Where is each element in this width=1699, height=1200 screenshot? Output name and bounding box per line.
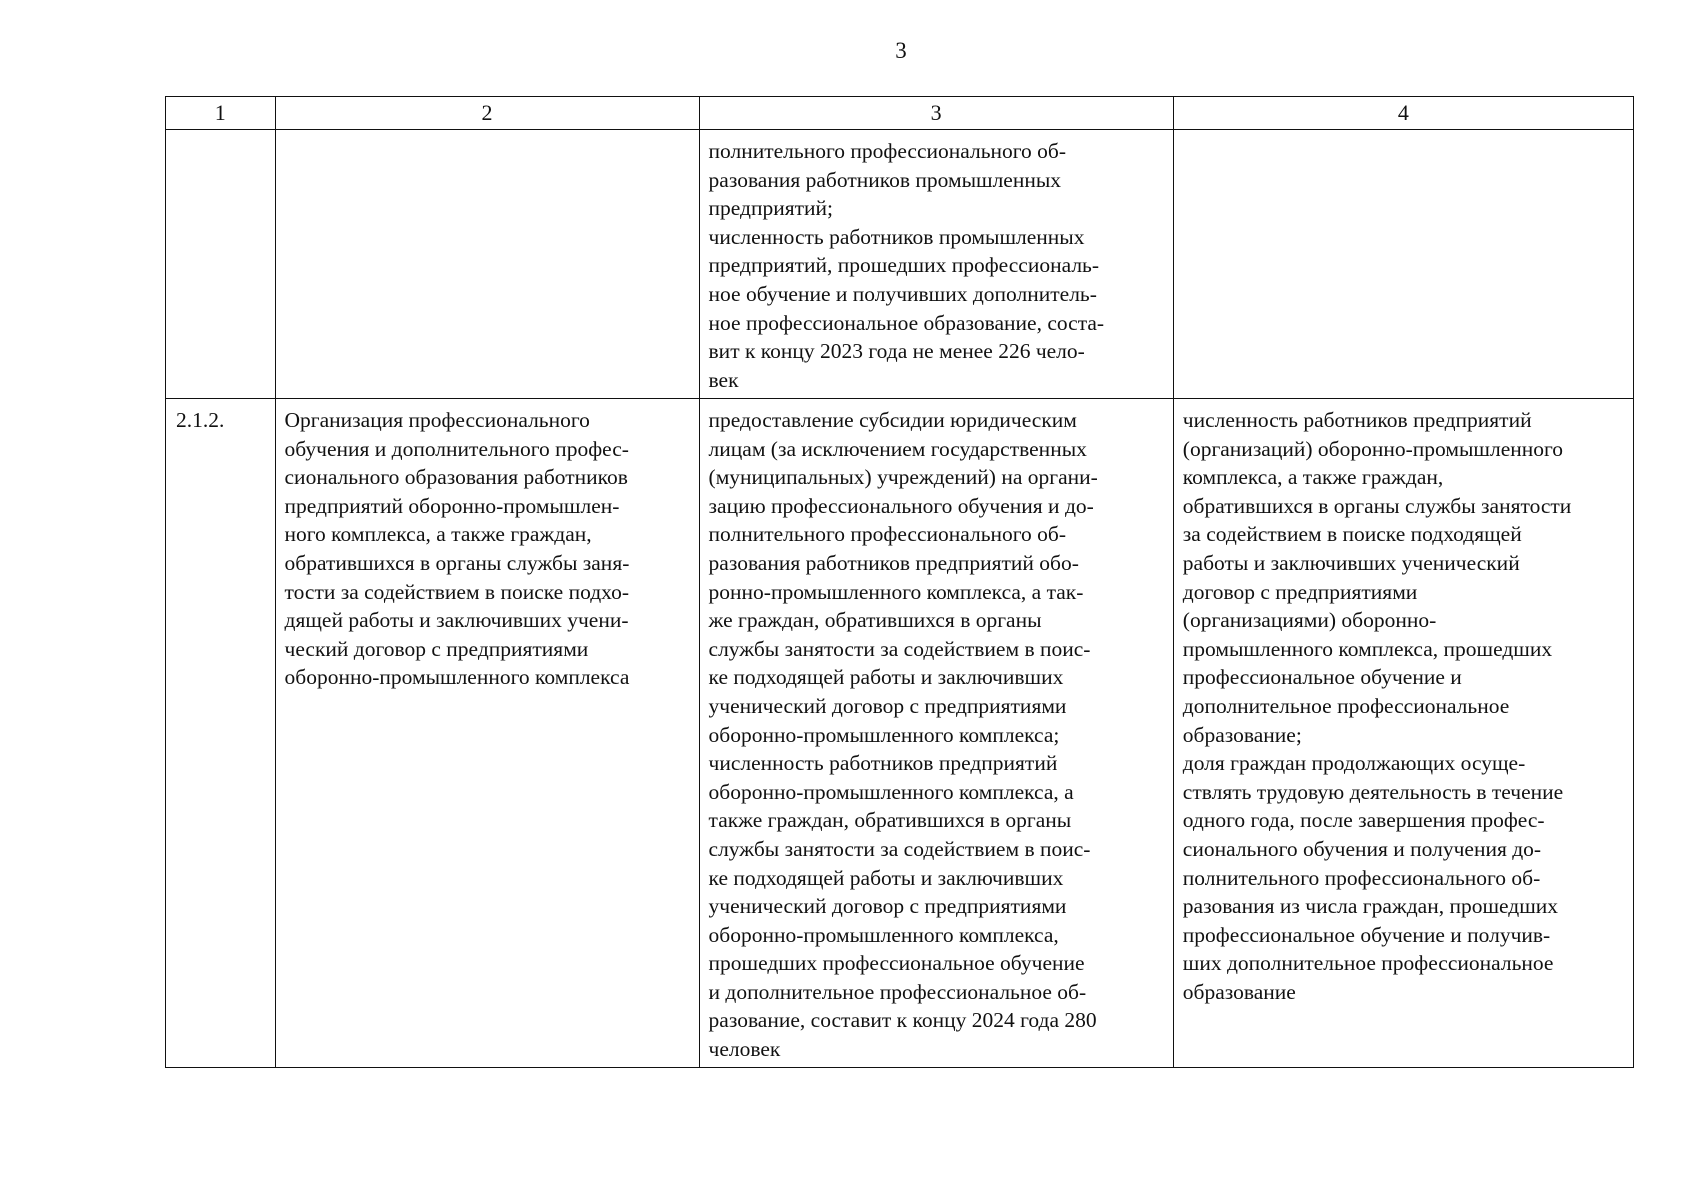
row-number: 2.1.2. — [176, 408, 225, 432]
table-row — [166, 130, 1634, 399]
measure-name — [276, 130, 699, 140]
indicator-cell — [1173, 130, 1633, 399]
indicator — [1174, 130, 1633, 140]
expected-result-cell — [699, 130, 1173, 399]
row-number — [166, 130, 275, 140]
column-header-3: 3 — [699, 97, 1173, 130]
column-header-1: 1 — [166, 97, 276, 130]
row-number-cell — [166, 130, 276, 399]
indicator: численность работников предприятий (организаций) оборонно-промышленного комплекса, а также граждан, обратившихся в органы службы занятости за содействием в поиске подходящей работы и заключивших ученический договор с предприятиями (организациями) оборонно- промышленного комплекса, прошедших профессиональное обучение и дополнительное профессиональное образование; доля граждан продолжающих осуще- ствлять трудовую деятельность в течение одного года, после завершения профес- сионального обучения и получения до- полнительного профессионального об- разования из числа граждан, прошедших профессиональное обучение и получив- ших дополнительное профессиональное образование — [1182, 408, 1572, 1004]
column-header-4: 4 — [1173, 97, 1633, 130]
measure-name-cell — [275, 399, 699, 1068]
row-number-cell — [166, 399, 276, 1068]
expected-result: полнительного профессионального об- разования работников промышленных предприятий; численность работников промышленных предприятий, прошедших профессиональ- ное обучение и получивших дополнитель- ное профессиональное образование, соста- вит к концу 2023 года не менее 226 чело- век — [708, 139, 1105, 392]
expected-result-cell — [699, 399, 1173, 1068]
measure-name-cell — [275, 130, 699, 399]
table-header-row — [166, 97, 1634, 130]
page-number: 3 — [895, 38, 907, 63]
expected-result: предоставление субсидии юридическим лицам (за исключением государственных (муниципальных) учреждений) на органи- зацию профессионального обучения и до- полнительного профессионального об- разования работников предприятий обо- ронно-промышленного комплекса, а так- же граждан, обратившихся в органы службы занятости за содействием в поис- ке подходящей работы и заключивших ученический договор с предприятиями оборонно-промышленного комплекса; численность работников предприятий оборонно-промышленного комплекса, а также граждан, обратившихся в органы службы занятости за содействием в поис- ке подходящей работы и заключивших ученический договор с предприятиями оборонно-промышленного комплекса, прошедших профессиональное обучение и дополнительное профессиональное об- разование, составит к концу 2024 года 280 человек — [708, 408, 1098, 1062]
column-header-2: 2 — [275, 97, 699, 130]
measures-table — [165, 96, 1634, 1068]
table-row — [166, 399, 1634, 1068]
indicator-cell — [1173, 399, 1633, 1068]
measure-name: Организация профессионального обучения и дополнительного профес- сионального образования работников предприятий оборонно-промышлен- ного комплекса, а также граждан, обратившихся в органы службы заня- тости за содействием в поиске подхо- дящей работы и заключивших учени- ческий договор с предприятиями оборонно-промышленного комплекса — [284, 408, 630, 690]
